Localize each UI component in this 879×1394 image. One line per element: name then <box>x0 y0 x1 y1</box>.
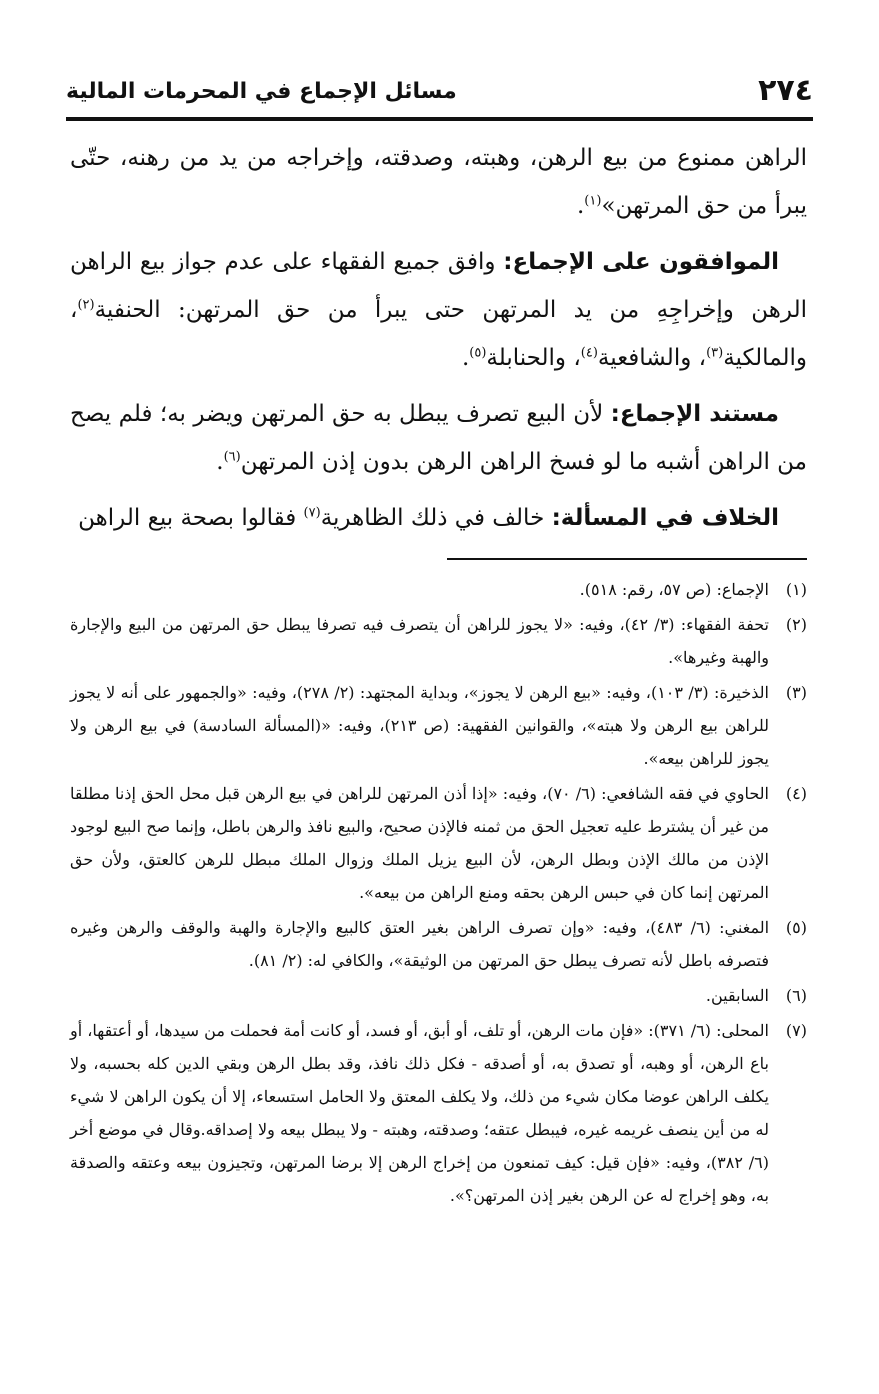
footnote-number: (٥) <box>785 918 807 937</box>
paragraph-disagreement <box>70 494 807 542</box>
footnote <box>70 911 807 977</box>
header-rule <box>66 117 813 121</box>
page-number: ٢٧٤ <box>758 73 813 108</box>
paragraph-text: فقالوا بصحة بيع الراهن <box>78 505 304 531</box>
footnote <box>70 608 807 674</box>
paragraph-heading: مستند الإجماع: <box>610 401 779 427</box>
footnote-ref: (٦) <box>223 449 241 465</box>
paragraph-text: لأن البيع تصرف يبطل به حق المرتهن ويضر به؛ فلم يصح من الراهن أشبه ما لو فسخ الراهن الرهن بدون إذن المرتهن <box>70 401 807 475</box>
footnote-text: المحلى: (٦/ ٣٧١): «فإن مات الرهن، أو تلف، أو أبق، أو فسد، أو كانت أمة فحملت من سيدها، أو أعتقها، أو باع الرهن، أو وهبه، أو تصدق به، أو أصدقه - فكل ذلك نافذ، وقد بطل الرهن وبقي الدين كله بحسبه، ولا يكلف الراهن عوضا مكان شيء من ذلك، ولا يكلف المعتق ولا الحامل استسعاء، إلا أن يكون الراهن لا شيء له من أين ينصف غريمه غيره، فيبطل عتقه؛ وصدقته، وهبته - ولا يبطل بيعه ولا إصداقه.وقال في موضع أخر (٦/ ٣٨٢)، وفيه: «فإن قيل: كيف تمنعون من إخراج الرهن إلا برضا المرتهن، وتجيزون بيعه وعتقه والصدقة به، وهو إخراج له عن الرهن بغير إذن المرتهن؟». <box>70 1021 770 1205</box>
footnote-ref: (٧) <box>303 505 321 521</box>
footnote-separator <box>447 558 807 560</box>
footnote-text: تحفة الفقهاء: (٣/ ٤٢)، وفيه: «لا يجوز للراهن أن يتصرف فيه تصرفا يبطل حق المرتهن من البيع والإجارة والهبة وغيرها». <box>70 615 770 667</box>
paragraph-heading: الخلاف في المسألة: <box>551 505 779 531</box>
footnote-number: (٦) <box>785 986 807 1005</box>
footnote-number: (٣) <box>785 683 807 702</box>
footnote-number: (١) <box>785 580 807 599</box>
paragraph-text: خالف في ذلك الظاهرية <box>320 505 552 531</box>
punctuation: . <box>461 345 470 371</box>
footnotes <box>70 573 807 1214</box>
footnote-ref: (١) <box>584 193 602 209</box>
paragraph-text: ، والحنابلة <box>486 345 581 371</box>
footnote-text: الإجماع: (ص ٥٧، رقم: ٥١٨). <box>579 580 769 599</box>
footnote-text: الذخيرة: (٣/ ١٠٣)، وفيه: «بيع الرهن لا يجوز»، وبداية المجتهد: (٢/ ٢٧٨)، وفيه: «والجمهور على أنه لا يجوز للراهن بيع الرهن ولا هبته»، والقوانين الفقهية: (ص ٢١٣)، وفيه: «(المسألة السادسة) في بيع الرهن ولا يجوز للراهن بيعه». <box>70 683 769 768</box>
footnote-number: (٤) <box>785 784 807 803</box>
paragraph-text: وافق جميع الفقهاء على عدم جواز بيع الراهن الرهن وإخراجِهِ من يد المرتهن حتى يبرأ من حق المرتهن: الحنفية <box>70 249 807 323</box>
page-header <box>66 62 813 112</box>
footnote-text: الحاوي في فقه الشافعي: (٦/ ٧٠)، وفيه: «إذا أذن المرتهن للراهن في بيع الرهن قبل محل الحق إذنا مطلقا من غير أن يشترط عليه تعجيل الحق من ثمنه فالإذن صحيح، والبيع نافذ والرهن باطل، وإنما صح البيع لوجود الإذن من مالك الإذن وبطل الرهن، لأن البيع يزيل الملك وزوال الملك مبطل للرهن كالعتق، ولأن حق المرتهن إنما كان في حبس الرهن بحقه ومنع الراهن من بيعه». <box>70 784 770 902</box>
paragraph-heading: الموافقون على الإجماع: <box>503 249 779 275</box>
footnote <box>70 777 807 909</box>
footnote-text: المغني: (٦/ ٤٨٣)، وفيه: «وإن تصرف الراهن بغير العتق كالبيع والإجارة والهبة والوقف والرهن وغيره فتصرفه باطل لأنه تصرف يبطل حق المرتهن من الوثيقة»، والكافي له: (٢/ ٨١). <box>70 918 770 970</box>
paragraph-consensus-agreers <box>70 238 807 382</box>
main-text <box>70 134 807 550</box>
footnote-number: (٧) <box>785 1021 807 1040</box>
paragraph-text: ، والمالكية <box>70 297 807 371</box>
footnote <box>70 573 807 606</box>
footnote <box>70 979 807 1012</box>
paragraph-text: الراهن ممنوع من بيع الرهن، وهبته، وصدقته، وإخراجه من يد من رهنه، حتّى يبرأ من حق المرتهن» <box>70 145 807 219</box>
footnote-ref: (٢) <box>77 297 95 313</box>
running-title: مسائل الإجماع في المحرمات المالية <box>66 79 457 104</box>
punctuation: . <box>216 449 224 475</box>
paragraph-consensus-basis <box>70 390 807 486</box>
footnote-ref: (٤) <box>580 345 598 361</box>
footnote <box>70 1014 807 1212</box>
paragraph-text: ، والشافعية <box>597 345 707 371</box>
paragraph-continuation <box>70 134 807 230</box>
footnote <box>70 676 807 775</box>
footnote-number: (٢) <box>785 615 807 634</box>
punctuation: . <box>576 193 585 219</box>
footnote-text: السابقين. <box>705 986 769 1005</box>
footnote-ref: (٥) <box>469 345 487 361</box>
footnote-ref: (٣) <box>706 345 724 361</box>
